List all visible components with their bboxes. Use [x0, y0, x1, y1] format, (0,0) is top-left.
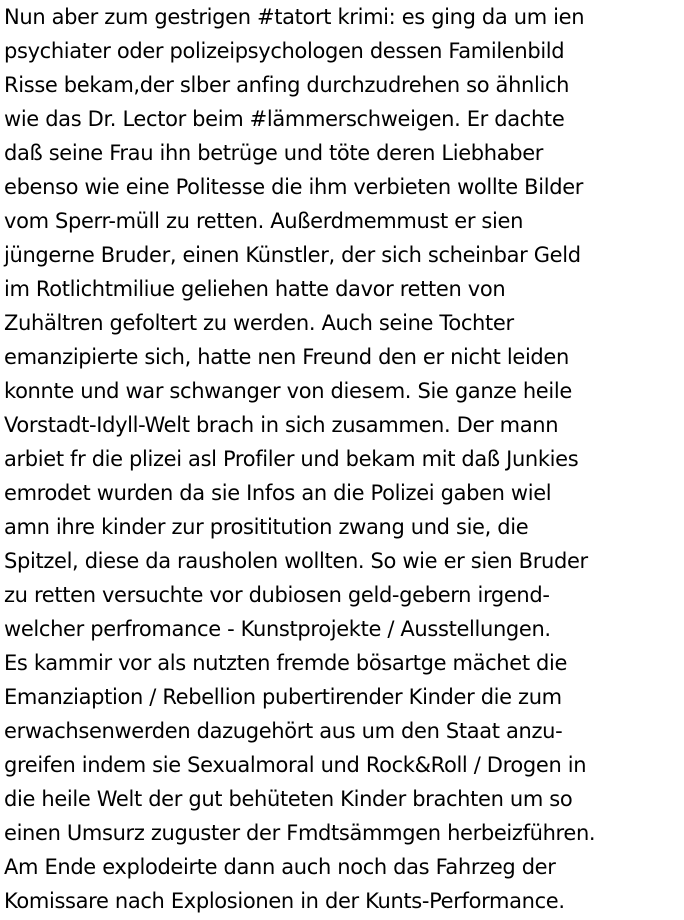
- text-line: erwachsenwerden dazugehört aus um den Staat anzu-: [4, 719, 563, 743]
- text-line: Spitzel, diese da rausholen wollten. So wie er sien Bruder: [4, 549, 588, 573]
- text-line: Emanziaption / Rebellion pubertirender Kinder die zum: [4, 685, 562, 709]
- text-line: zu retten versuchte vor dubiosen geld-gebern irgend-: [4, 583, 550, 607]
- text-line: Vorstadt-Idyll-Welt brach in sich zusammen. Der mann: [4, 413, 559, 437]
- text-line: emanzipierte sich, hatte nen Freund den er nicht leiden: [4, 345, 569, 369]
- text-line: daß seine Frau ihn betrüge und töte deren Liebhaber: [4, 141, 544, 165]
- text-line: greifen indem sie Sexualmoral und Rock&Roll / Drogen in: [4, 753, 587, 777]
- text-line: im Rotlichtmiliue geliehen hatte davor retten von: [4, 277, 506, 301]
- text-line: konnte und war schwanger von diesem. Sie ganze heile: [4, 379, 572, 403]
- text-block: [4, 0, 682, 918]
- text-line: Es kammir vor als nutzten fremde bösartge mächet die: [4, 651, 568, 675]
- text-line: jüngerne Bruder, einen Künstler, der sich scheinbar Geld: [4, 243, 581, 267]
- text-line: arbiet fr die plizei asl Profiler und bekam mit daß Junkies: [4, 447, 579, 471]
- text-line: Komissare nach Explosionen in der Kunts-Performance.: [4, 889, 565, 913]
- text-line: Zuhältren gefoltert zu werden. Auch seine Tochter: [4, 311, 514, 335]
- text-line: Am Ende explodeirte dann auch noch das Fahrzeg der: [4, 855, 556, 879]
- text-line: die heile Welt der gut behüteten Kinder brachten um so: [4, 787, 573, 811]
- text-line: Risse bekam,der slber anfing durchzudrehen so ähnlich: [4, 73, 570, 97]
- text-line: amn ihre kinder zur prosititution zwang und sie, die: [4, 515, 529, 539]
- text-line: einen Umsurz zuguster der Fmdtsämmgen herbeizführen.: [4, 821, 596, 845]
- text-line: wie das Dr. Lector beim #lämmerschweigen. Er dachte: [4, 107, 565, 131]
- text-line: vom Sperr-müll zu retten. Außerdmemmust er sien: [4, 209, 524, 233]
- text-line: psychiater oder polizeipsychologen dessen Familenbild: [4, 39, 565, 63]
- text-line: emrodet wurden da sie Infos an die Polizei gaben wiel: [4, 481, 552, 505]
- text-line: welcher perfromance - Kunstprojekte / Ausstellungen.: [4, 617, 551, 641]
- text-line: ebenso wie eine Politesse die ihm verbieten wollte Bilder: [4, 175, 584, 199]
- text-line: Nun aber zum gestrigen #tatort krimi: es ging da um ien: [4, 5, 585, 29]
